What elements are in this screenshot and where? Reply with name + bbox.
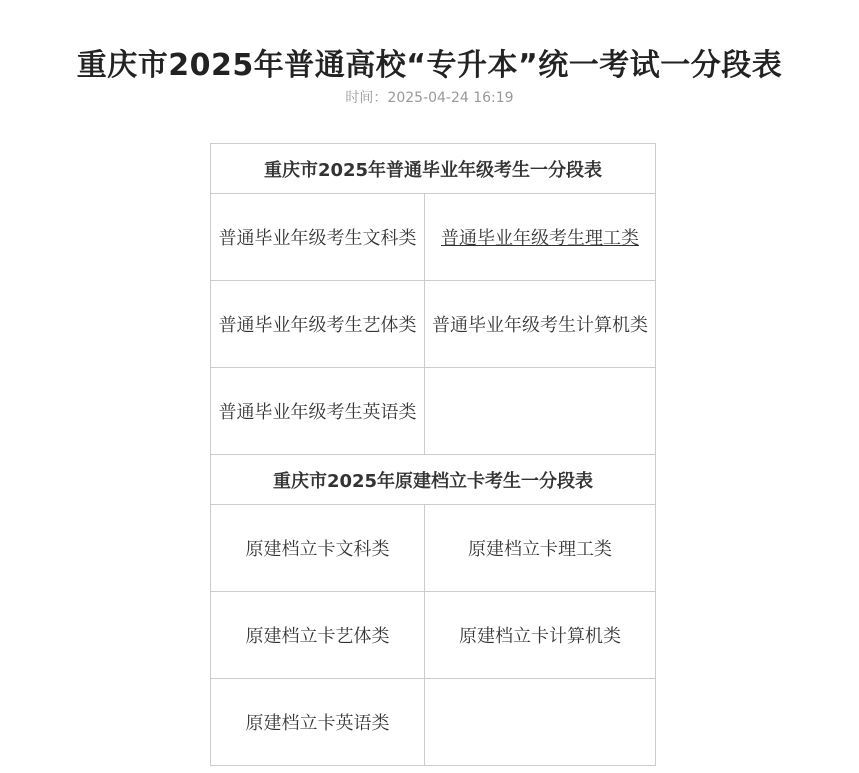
link-regular-english[interactable]: 普通毕业年级考生英语类 — [218, 402, 417, 423]
section-heading-poverty: 重庆市2025年原建档立卡考生一分段表 — [211, 455, 656, 505]
link-regular-computer[interactable]: 普通毕业年级考生计算机类 — [432, 315, 648, 336]
section-heading-regular: 重庆市2025年普通毕业年级考生一分段表 — [211, 144, 656, 194]
section-header-row — [211, 455, 656, 505]
link-poverty-arts-sports[interactable]: 原建档立卡艺体类 — [245, 626, 390, 647]
table-row — [211, 592, 656, 679]
publish-time — [0, 88, 859, 108]
link-poverty-english[interactable]: 原建档立卡英语类 — [245, 713, 390, 734]
empty-cell — [425, 679, 656, 766]
link-poverty-liberal-arts[interactable]: 原建档立卡文科类 — [245, 539, 390, 560]
time-value: 2025-04-24 16:19 — [387, 90, 514, 106]
table-cell — [425, 194, 656, 281]
link-regular-arts-sports[interactable]: 普通毕业年级考生艺体类 — [218, 315, 417, 336]
table-cell — [211, 505, 425, 592]
table-row — [211, 194, 656, 281]
table-cell — [211, 194, 425, 281]
section-header-row — [211, 144, 656, 194]
empty-cell — [425, 368, 656, 455]
table-row — [211, 505, 656, 592]
table-row — [211, 368, 656, 455]
table-cell — [425, 505, 656, 592]
table-cell — [211, 281, 425, 368]
score-table — [210, 143, 656, 766]
table-cell — [425, 592, 656, 679]
link-poverty-computer[interactable]: 原建档立卡计算机类 — [459, 626, 621, 647]
link-regular-science-engineering[interactable]: 普通毕业年级考生理工类 — [441, 228, 639, 249]
link-regular-liberal-arts[interactable]: 普通毕业年级考生文科类 — [218, 228, 417, 249]
table-cell — [211, 368, 425, 455]
table-cell — [211, 679, 425, 766]
time-label: 时间： — [345, 90, 388, 106]
table-cell — [425, 281, 656, 368]
link-poverty-science-engineering[interactable]: 原建档立卡理工类 — [468, 539, 612, 560]
table-row — [211, 281, 656, 368]
table-cell — [211, 592, 425, 679]
table-row — [211, 679, 656, 766]
page-title: 重庆市2025年普通高校“专升本”统一考试一分段表 — [76, 48, 783, 84]
